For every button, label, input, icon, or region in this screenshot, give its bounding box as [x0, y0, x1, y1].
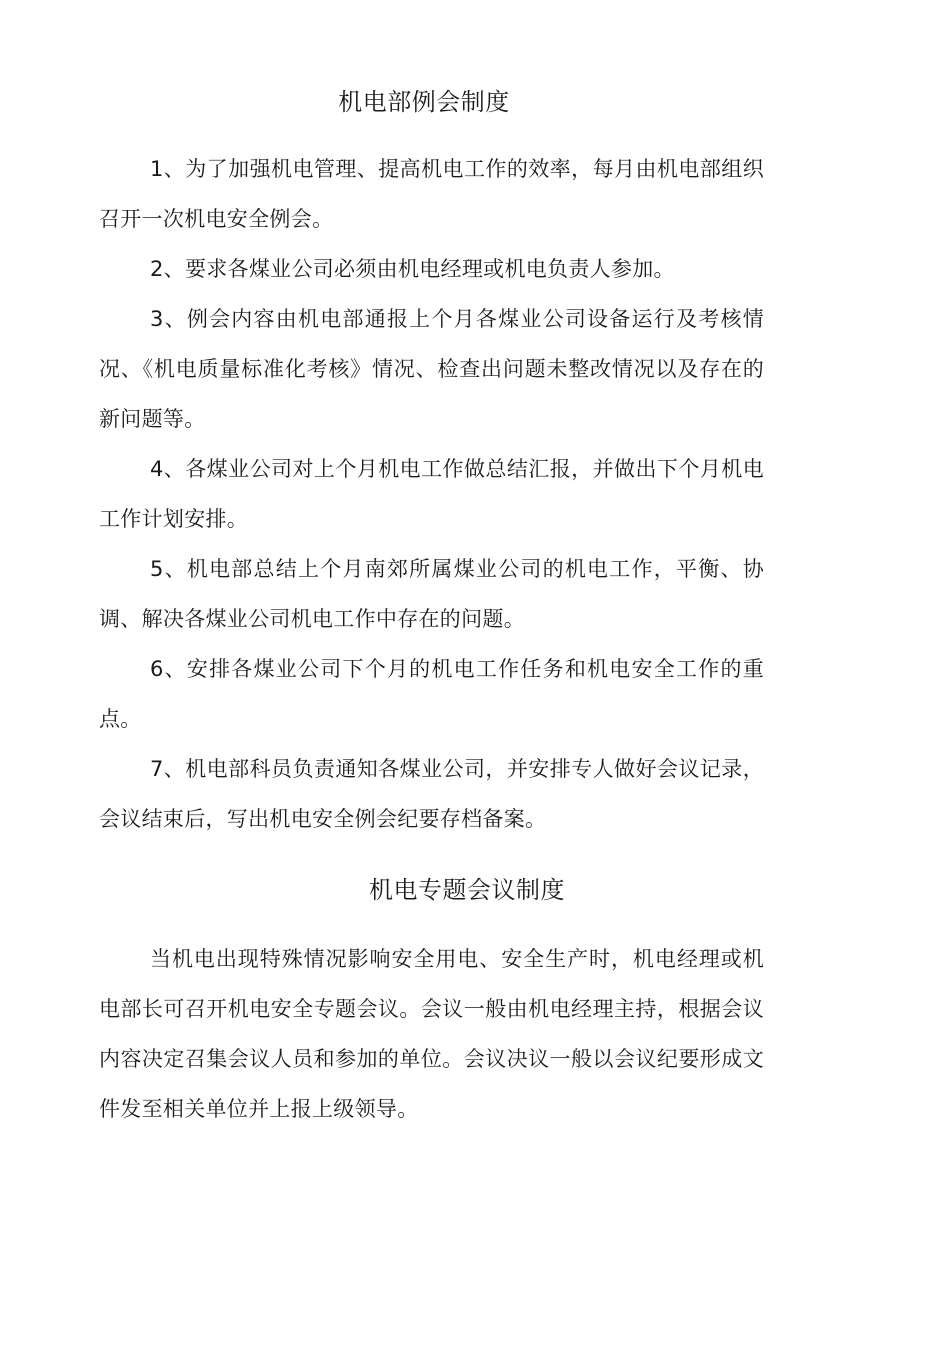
paragraph-item-3: 3、例会内容由机电部通报上个月各煤业公司设备运行及考核情况、《机电质量标准化考核》情况、检查出问题未整改情况以及存在的新问题等。: [99, 307, 764, 431]
section-title-special-meeting: 机电专题会议制度: [369, 876, 565, 904]
paragraph-item-4: 4、各煤业公司对上个月机电工作做总结汇报，并做出下个月机电工作计划安排。: [99, 457, 764, 531]
paragraph-item-5: 5、机电部总结上个月南郊所属煤业公司的机电工作，平衡、协调、解决各煤业公司机电工作中存在的问题。: [99, 557, 764, 631]
paragraph-item-2: 2、要求各煤业公司必须由机电经理或机电负责人参加。: [150, 257, 675, 281]
paragraph-special-meeting-body: 当机电出现特殊情况影响安全用电、安全生产时，机电经理或机电部长可召开机电安全专题会议。会议一般由机电经理主持，根据会议内容决定召集会议人员和参加的单位。会议决议一般以会议纪要形成文件发至相关单位并上报上级领导。: [99, 947, 764, 1121]
paragraph-item-6: 6、安排各煤业公司下个月的机电工作任务和机电安全工作的重点。: [99, 657, 764, 731]
section-title-meeting-system: 机电部例会制度: [338, 88, 510, 116]
paragraph-item-7: 7、机电部科员负责通知各煤业公司，并安排专人做好会议记录，会议结束后，写出机电安全例会纪要存档备案。: [99, 757, 764, 831]
paragraph-item-1: 1、为了加强机电管理、提高机电工作的效率，每月由机电部组织召开一次机电安全例会。: [99, 157, 764, 231]
